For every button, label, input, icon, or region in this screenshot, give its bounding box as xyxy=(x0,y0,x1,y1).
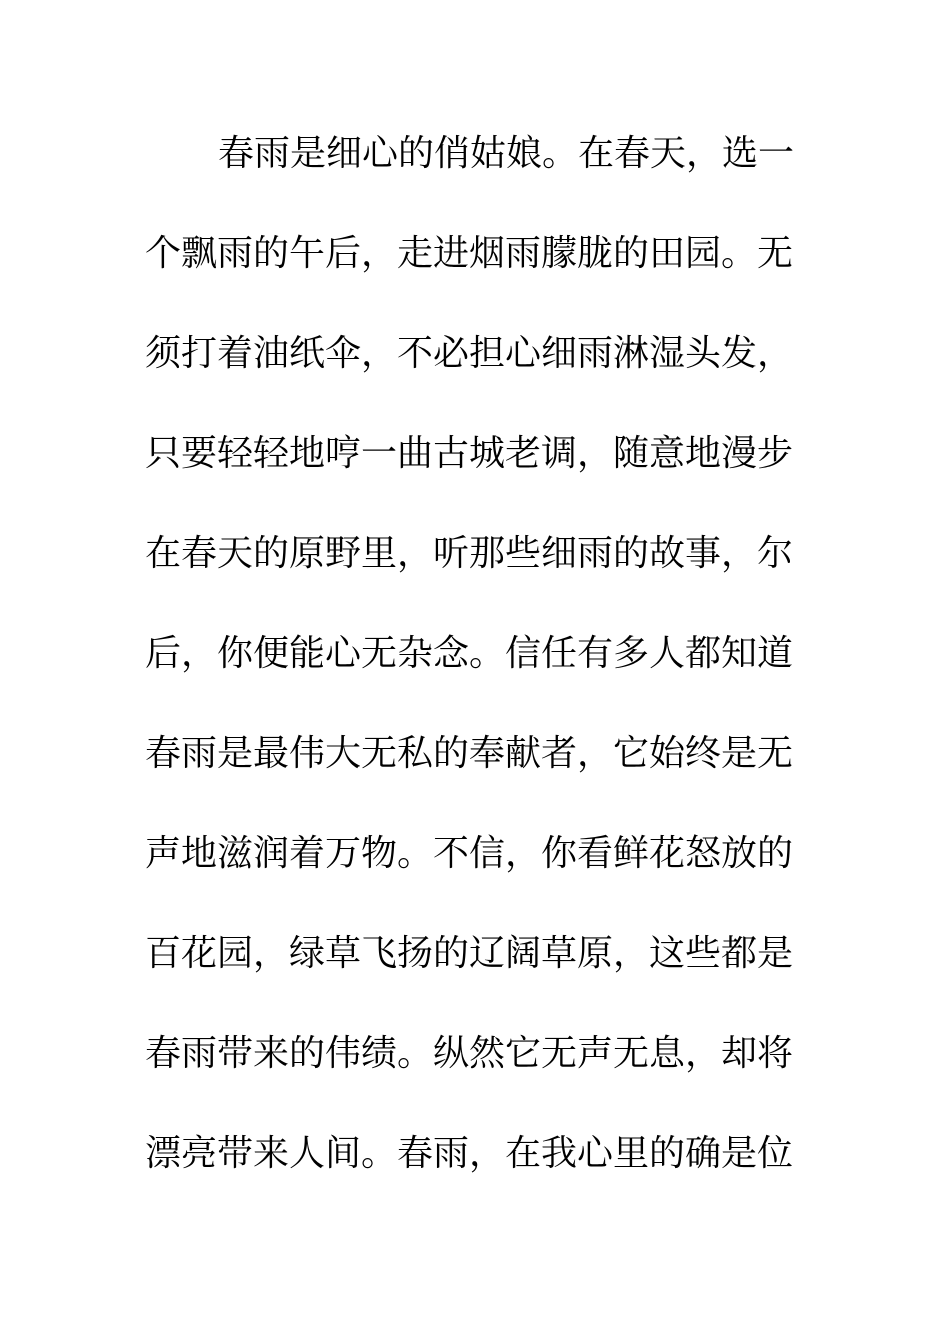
text-line: 后，你便能心无杂念。信任有多人都知道 xyxy=(145,633,794,674)
text-line: 春雨是最伟大无私的奉献者，它始终是无 xyxy=(145,733,794,774)
text-line: 春雨是细心的俏姑娘。在春天，选一 xyxy=(218,133,795,174)
text-line: 春雨带来的伟绩。纵然它无声无息，却将 xyxy=(145,1033,794,1074)
text-line: 个飘雨的午后，走进烟雨朦胧的田园。无 xyxy=(145,233,794,274)
paragraph xyxy=(145,128,815,1228)
text-line: 漂亮带来人间。春雨，在我心里的确是位 xyxy=(145,1133,794,1174)
text-line: 须打着油纸伞，不必担心细雨淋湿头发， xyxy=(145,333,794,374)
text-line: 只要轻轻地哼一曲古城老调，随意地漫步 xyxy=(145,433,794,474)
text-line: 百花园，绿草飞扬的辽阔草原，这些都是 xyxy=(145,933,794,974)
text-line: 声地滋润着万物。不信，你看鲜花怒放的 xyxy=(145,833,794,874)
text-line: 在春天的原野里，听那些细雨的故事，尔 xyxy=(145,533,794,574)
